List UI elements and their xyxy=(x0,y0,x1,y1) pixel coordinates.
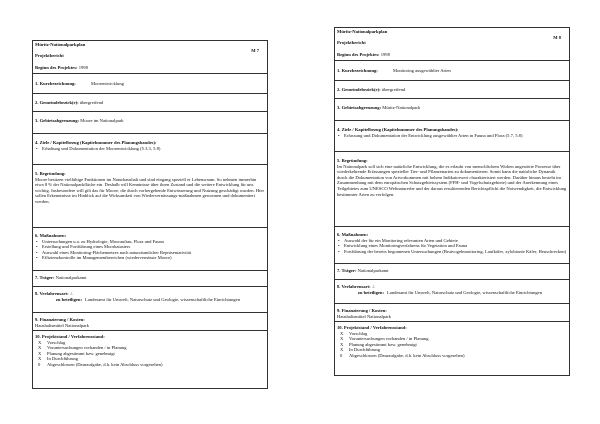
municipality-label: 2. Gemeindebezirk(e): xyxy=(35,100,79,105)
report-label: Projektbericht xyxy=(35,53,64,59)
status-text: Abgeschlossen (Dauraufgabe, d.h. kein Abschluss vorgesehen) xyxy=(349,352,465,358)
carrier-label: 7. Träger: xyxy=(35,275,55,280)
start-label: Beginn des Projektes: xyxy=(337,52,380,57)
carrier-value: Nationalparkamt xyxy=(55,275,87,280)
status-text: Voruntersuchungen vorhanden / in Planung xyxy=(349,336,429,342)
form-header xyxy=(33,41,267,64)
measures-label: 6. Maßnahmen: xyxy=(337,232,369,237)
financing-value: Haushaltsmittel Nationalpark xyxy=(337,313,391,319)
goals-list xyxy=(337,133,567,139)
status-mark: X xyxy=(38,356,42,362)
municipality-label: 2. Gemeindebezirk(e): xyxy=(337,87,381,92)
project-code: M 8 xyxy=(553,34,561,40)
report-label: Projektbericht xyxy=(337,40,366,46)
participants-value: Landesamt für Umwelt, Naturschutz und Geologie, wissenschaftliche Einrichtungen xyxy=(85,296,240,302)
status-mark: X xyxy=(38,350,42,356)
status-mark: X xyxy=(38,339,42,345)
status-mark: 0 xyxy=(340,352,343,358)
area-label: 3. Gebietsabgrenzung: xyxy=(35,118,80,123)
measure-item: • Auswahl der für ein Monitoring relevanten Arten und Gebiete xyxy=(344,238,567,244)
status-text: Abgeschlossen (Dauraufgabe, d.h. kein Abschluss vorgesehen) xyxy=(47,361,163,367)
municipality-value: übergreifend xyxy=(79,100,104,105)
status-text: Planung abgestimmt bzw. genehmigt xyxy=(349,341,417,347)
financing-label: 9. Finanzierung / Kosten: xyxy=(35,317,85,322)
measure-item: • Entwicklung eines Monitoringverfahrens für Vegetation und Fauna xyxy=(344,243,567,249)
area-label: 3. Gebietsabgrenzung: xyxy=(337,105,382,110)
section-status xyxy=(33,330,267,374)
section-measures xyxy=(33,227,267,270)
status-text: Vorschlag xyxy=(349,330,368,336)
status-label: 10. Projektstand / Verfahrensstand: xyxy=(35,334,105,339)
financing-value: Haushaltsmittel Nationalpark xyxy=(35,322,89,328)
measures-label: 6. Maßnahmen: xyxy=(35,233,67,238)
status-mark: X xyxy=(340,330,344,336)
section-short-name xyxy=(335,60,569,80)
section-measures xyxy=(335,226,569,263)
measure-item: • Fortführung der bereits begonnenen Untersuchungen (Brutvogelmonitoring, Laufkäfer, xylobionte Käfer, Heuschrecken) xyxy=(344,249,567,255)
start-label: Beginn des Projektes: xyxy=(35,65,78,70)
reason-text: Moore besitzen vielfältige Funktionen im Naturhaushalt und sind eingang speziell er Lebensraum. So nehmen immerhin etwa 8 % der Nationalparkfläche ein. Deshalb will Kenntnisse über ihren Zustand und die weitere Entwicklung für uns wichtig. Insbesondere will gilt das für Moore, die durch vorhergehende Entwässerung und Nutzung geschädigt wurden. Hier sollen Erkenntnisse im Hinblick auf die Wirksamkeit von Wiedervernässungs-maßnahmen gewonnen und dokumentiert werden. xyxy=(35,176,265,204)
participants-value: Landesamt für Umwelt, Naturschutz und Geologie, wissenschaftliche Einrichtungen xyxy=(387,289,542,295)
carrier-value: Nationalparkamt xyxy=(357,268,389,273)
section-short-name xyxy=(33,73,267,93)
project-form-left xyxy=(32,40,268,389)
goals-list xyxy=(35,146,265,152)
section-procedure xyxy=(33,286,267,312)
project-start xyxy=(335,51,569,60)
project-start xyxy=(33,64,267,73)
goals-label: 4. Ziele / Kapitelbezug (Kapitelnummer des Planungsbandes): xyxy=(337,127,459,132)
status-text: In Durchführung xyxy=(349,347,380,353)
goal-item: • Erfassung und Dokumentation der Entwicklung ausgewählter Arten in Fauna und Flora (5.7, 5.8) xyxy=(344,133,567,139)
reason-label: 5. Begründung: xyxy=(337,158,368,163)
reason-label: 5. Begründung: xyxy=(35,171,66,176)
carrier-label: 7. Träger: xyxy=(337,268,357,273)
area-value: Müritz-Nationalpark xyxy=(382,105,421,110)
measure-item: • Erstellung und Fortführung eines Moorkatasters xyxy=(42,244,265,250)
status-text: Vorschlag xyxy=(47,339,66,345)
plan-title: Müritz-Nationalparkplan xyxy=(337,29,388,34)
section-financing xyxy=(33,312,267,330)
status-mark: X xyxy=(340,341,344,347)
status-item xyxy=(337,353,567,359)
financing-label: 9. Finanzierung / Kosten: xyxy=(337,308,387,313)
form-header xyxy=(335,28,569,51)
short-name-label: 1. Kurzbezeichnung: xyxy=(35,81,76,86)
procedure-value: ./. xyxy=(371,284,376,289)
section-reason xyxy=(33,164,267,227)
section-municipality xyxy=(33,93,267,111)
status-label: 10. Projektstand / Verfahrensstand: xyxy=(337,325,407,330)
section-area xyxy=(335,98,569,120)
section-status xyxy=(335,321,569,359)
status-mark: X xyxy=(38,345,42,351)
measures-list xyxy=(337,238,567,255)
area-value: Moore im Nationalpark xyxy=(80,118,124,123)
section-municipality xyxy=(335,80,569,98)
procedure-label: 8. Verfahrensart: xyxy=(337,284,371,289)
measure-item: • Auswahl eines Monitoring-Flächennetzes nach naturräumlicher Repräsentativität xyxy=(42,250,265,256)
status-mark: X xyxy=(340,347,344,353)
project-code: M 7 xyxy=(251,47,259,53)
status-text: Planung abgestimmt bzw. genehmigt xyxy=(47,350,115,356)
measures-list xyxy=(35,239,265,261)
measure-item: • Effizienzkontrolle im Managementbereichen (wiedervernässte Moore) xyxy=(42,255,265,261)
goals-label: 4. Ziele / Kapitelbezug (Kapitelnummer des Planungsbandes): xyxy=(35,140,157,145)
status-text: Voruntersuchungen vorhanden / in Planung xyxy=(47,345,127,351)
status-item xyxy=(35,362,265,368)
municipality-value: übergreifend xyxy=(381,87,406,92)
section-carrier xyxy=(335,263,569,279)
status-mark: X xyxy=(340,336,344,342)
section-carrier xyxy=(33,270,267,286)
start-value: 1998 xyxy=(380,52,390,57)
start-value: 1998 xyxy=(78,65,88,70)
section-goals xyxy=(33,133,267,164)
procedure-label: 8. Verfahrensart: xyxy=(35,291,69,296)
short-name-value: Monitoring ausgewählter Arten xyxy=(393,68,451,73)
goal-item: • Erhaltung und Dokumentation der Moorentwicklung (5.3.3, 5.8) xyxy=(42,146,265,152)
short-name-value: Moorentwicklung xyxy=(91,81,124,86)
plan-title: Müritz-Nationalparkplan xyxy=(35,42,86,47)
status-mark: 0 xyxy=(38,361,41,367)
short-name-label: 1. Kurzbezeichnung: xyxy=(337,68,378,73)
section-reason xyxy=(335,151,569,226)
procedure-value: ./. xyxy=(69,291,74,296)
section-financing xyxy=(335,303,569,321)
participants-label: zu beteiligen: xyxy=(357,289,384,295)
project-form-right xyxy=(334,27,570,376)
section-procedure xyxy=(335,279,569,303)
measure-item: • Untersuchungen u.a. zu Hydrologie, Moorauftau, Flora und Fauna xyxy=(42,239,265,245)
section-area xyxy=(33,111,267,133)
participants-label: zu beteiligen: xyxy=(55,296,82,302)
status-text: In Durchführung xyxy=(47,356,78,362)
section-goals xyxy=(335,120,569,151)
reason-text: Im Nationalpark soll sich eine natürliche Entwicklung, die es erlaubt von menschlichem Wirken ungestörte Prozesse über wiederkehrende Erfassungen spezieller Tier- und Pflanzenarten zu dokumentieren. Somit kann die natürliche Dynamik durch die Dokumentation von Artvorkommen mit hohem Indikatorwert charakterisiert werden. Darüber hinaus besteht im Zusammenhang mit dem europäischen Schutzgebietssystem (FFH- und Vogelschutzgebiete) und der Anerkennung eines Teilgebietes zum UNESCO Weltnaturerbe und der daraus resultierenden Berichtspflicht die Notwendigkeit, die Entwicklung bestimmter Arten zu verfolgen. xyxy=(337,163,567,197)
